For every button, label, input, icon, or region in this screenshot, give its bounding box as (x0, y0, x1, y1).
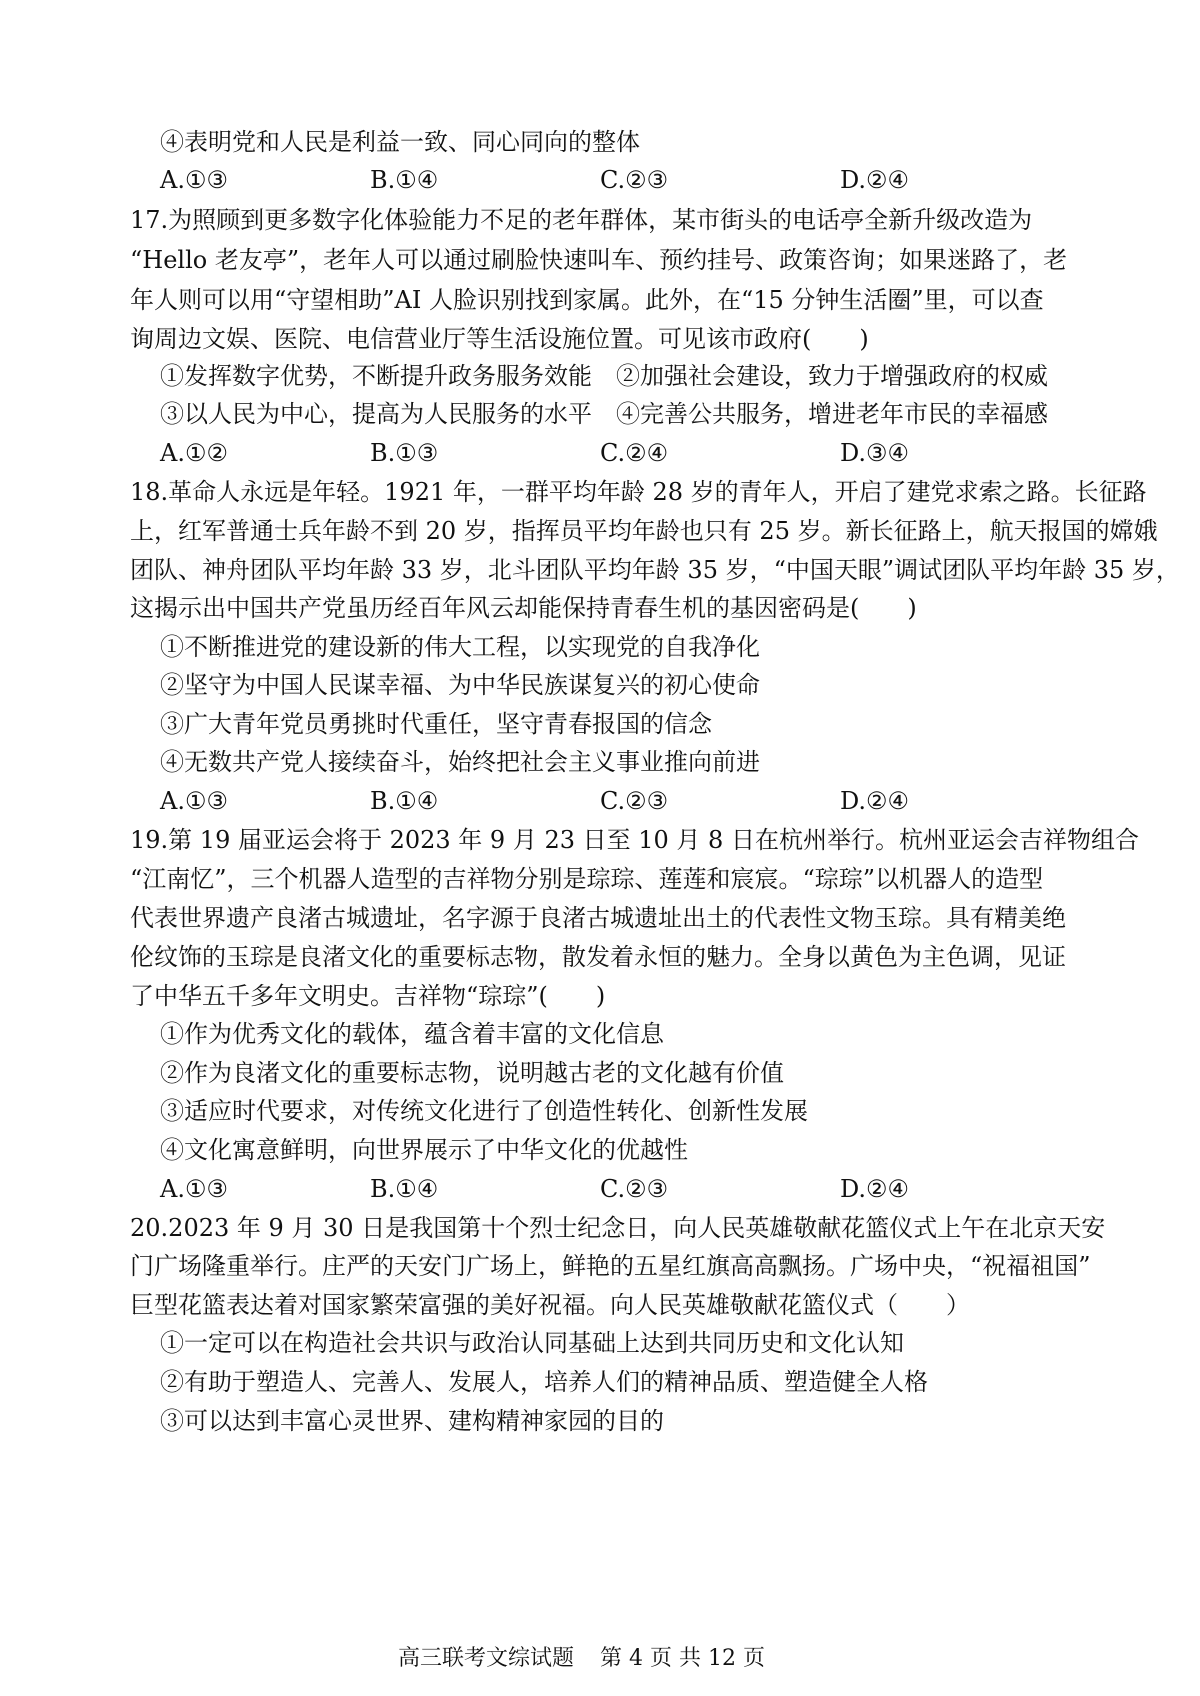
q19-choice-b: B.①④ (370, 1175, 439, 1203)
q18-choice-b: B.①④ (370, 787, 439, 815)
q18-stem-line: 这揭示出中国共产党虽历经百年风云却能保持青春生机的基因密码是( ) (130, 594, 917, 622)
q18-choice-d: D.②④ (840, 787, 910, 815)
q19-stem-line: 了中华五千多年文明史。吉祥物“琮琮”( ) (130, 982, 606, 1010)
q19-option-2: ②作为良渚文化的重要标志物，说明越古老的文化越有价值 (160, 1059, 784, 1087)
q17-choice-c: C.②④ (600, 439, 669, 467)
q17-stem-line: 询周边文娱、医院、电信营业厅等生活设施位置。可见该市政府( ) (130, 325, 869, 353)
footer-page-number: 第 4 页 共 12 页 (600, 1646, 765, 1671)
q19-choice-d: D.②④ (840, 1175, 910, 1203)
q20-option-1: ①一定可以在构造社会共识与政治认同基础上达到共同历史和文化认知 (160, 1329, 904, 1357)
q19-option-4: ④文化寓意鲜明，向世界展示了中华文化的优越性 (160, 1136, 688, 1164)
q19-stem-line: 19.第 19 届亚运会将于 2023 年 9 月 23 日至 10 月 8 日在杭州举行。杭州亚运会吉祥物组合 (130, 826, 1139, 854)
q20-option-2: ②有助于塑造人、完善人、发展人，培养人们的精神品质、塑造健全人格 (160, 1368, 928, 1396)
q17-stem-line: “Hello 老友亭”，老年人可以通过刷脸快速叫车、预约挂号、政策咨询；如果迷路了，老 (130, 246, 1068, 274)
q17-choice-a: A.①② (160, 439, 228, 467)
q19-stem-line: 伦纹饰的玉琮是良渚文化的重要标志物，散发着永恒的魅力。全身以黄色为主色调，见证 (130, 943, 1066, 971)
q16-choice-d: D.②④ (840, 166, 910, 194)
q17-options-row: ①发挥数字优势，不断提升政务服务效能 ②加强社会建设，致力于增强政府的权威 (160, 362, 1048, 390)
q17-options-row: ③以人民为中心，提高为人民服务的水平 ④完善公共服务，增进老年市民的幸福感 (160, 400, 1048, 428)
q20-option-3: ③可以达到丰富心灵世界、建构精神家园的目的 (160, 1407, 664, 1435)
q17-stem-line: 年人则可以用“守望相助”AI 人脸识别找到家属。此外，在“15 分钟生活圈”里，可以查 (130, 286, 1044, 314)
q17-choice-d: D.③④ (840, 439, 910, 467)
q18-stem-line: 团队、神舟团队平均年龄 33 岁，北斗团队平均年龄 35 岁，“中国天眼”调试团队平均年龄 35 岁， (130, 556, 1180, 584)
q17-choice-b: B.①③ (370, 439, 439, 467)
q19-stem-line: “江南忆”，三个机器人造型的吉祥物分别是琮琮、莲莲和宸宸。“琮琮”以机器人的造型 (130, 865, 1044, 893)
q18-option-4: ④无数共产党人接续奋斗，始终把社会主义事业推向前进 (160, 748, 760, 776)
q16-choice-c: C.②③ (600, 166, 669, 194)
q16-choice-a: A.①③ (160, 166, 228, 194)
q17-stem-line: 17.为照顾到更多数字化体验能力不足的老年群体，某市街头的电话亭全新升级改造为 (130, 206, 1033, 234)
q16-option-4: ④表明党和人民是利益一致、同心同向的整体 (160, 128, 640, 156)
footer-exam-title: 高三联考文综试题 (398, 1646, 575, 1671)
q19-stem-line: 代表世界遗产良渚古城遗址，名字源于良渚古城遗址出土的代表性文物玉琮。具有精美绝 (130, 904, 1066, 932)
q20-stem-line: 巨型花篮表达着对国家繁荣富强的美好祝福。向人民英雄敬献花篮仪式（ ） (130, 1291, 970, 1319)
q18-stem-line: 18.革命人永远是年轻。1921 年，一群平均年龄 28 岁的青年人，开启了建党求索之路。长征路 (130, 478, 1147, 506)
q18-option-1: ①不断推进党的建设新的伟大工程，以实现党的自我净化 (160, 633, 760, 661)
q18-option-2: ②坚守为中国人民谋幸福、为中华民族谋复兴的初心使命 (160, 671, 760, 699)
q19-option-1: ①作为优秀文化的载体，蕴含着丰富的文化信息 (160, 1020, 664, 1048)
q19-option-3: ③适应时代要求，对传统文化进行了创造性转化、创新性发展 (160, 1097, 808, 1125)
q18-choice-c: C.②③ (600, 787, 669, 815)
q18-option-3: ③广大青年党员勇挑时代重任，坚守青春报国的信念 (160, 710, 712, 738)
q20-stem-line: 门广场隆重举行。庄严的天安门广场上，鲜艳的五星红旗高高飘扬。广场中央，“祝福祖国” (130, 1252, 1091, 1280)
q19-choice-a: A.①③ (160, 1175, 228, 1203)
q20-stem-line: 20.2023 年 9 月 30 日是我国第十个烈士纪念日，向人民英雄敬献花篮仪式上午在北京天安 (130, 1214, 1106, 1242)
q18-stem-line: 上，红军普通士兵年龄不到 20 岁，指挥员平均年龄也只有 25 岁。新长征路上，航天报国的嫦娥 (130, 517, 1158, 545)
q19-choice-c: C.②③ (600, 1175, 669, 1203)
q18-choice-a: A.①③ (160, 787, 228, 815)
q16-choice-b: B.①④ (370, 166, 439, 194)
